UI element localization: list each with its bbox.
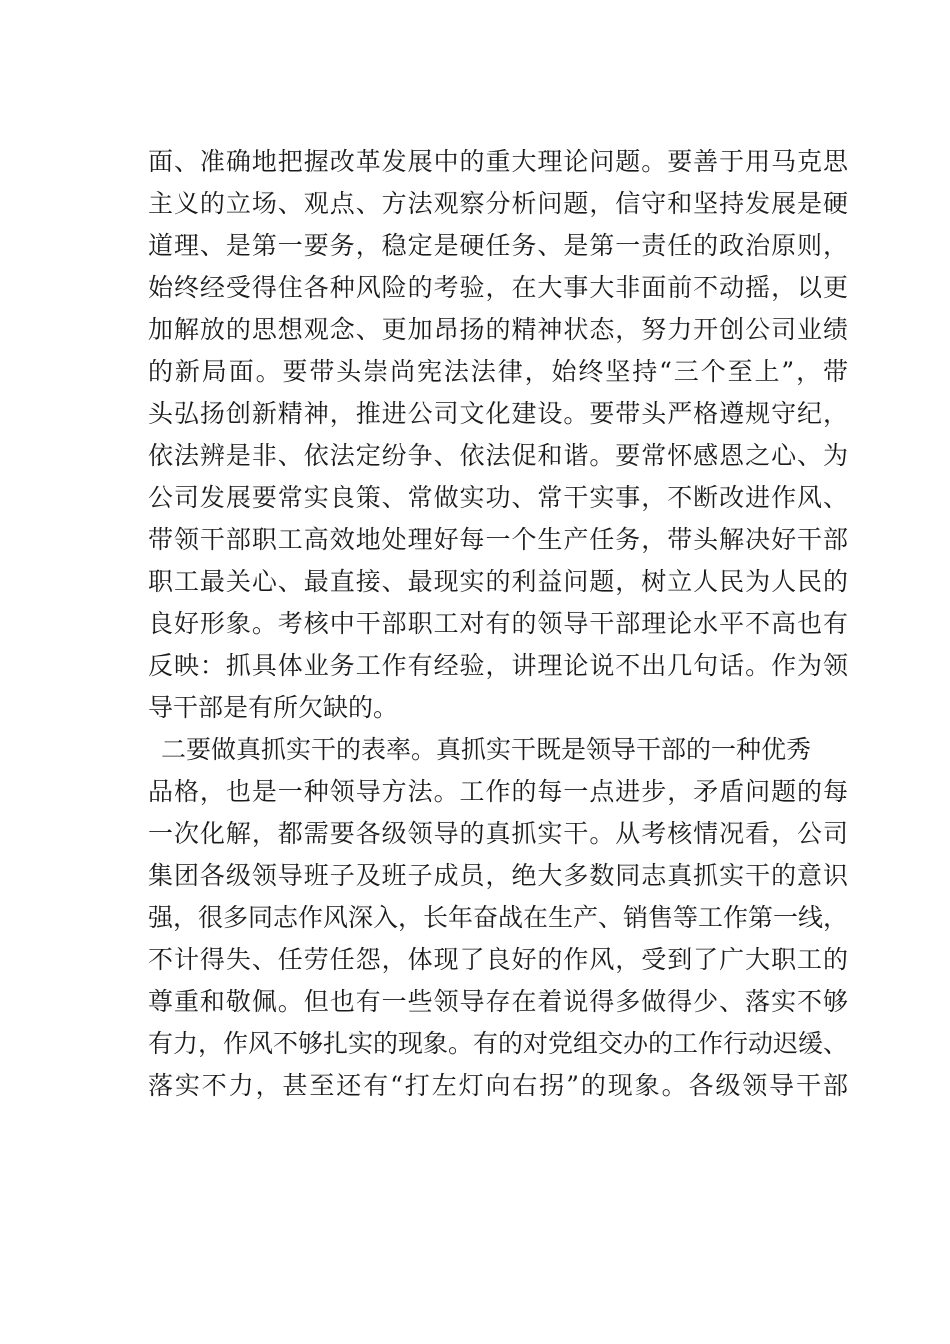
text-line-first: 二要做真抓实干的表率。真抓实干既是领导干部的一种优秀 bbox=[161, 735, 812, 764]
text-line: 依法辨是非、依法定纷争、依法促和谐。要常怀感恩之心、为 bbox=[148, 441, 848, 470]
text-line: 头弘扬创新精神，推进公司文化建设。要带头严格遵规守纪， bbox=[148, 399, 848, 428]
text-line: 加解放的思想观念、更加昂扬的精神状态，努力开创公司业绩 bbox=[148, 315, 848, 344]
text-line: 强，很多同志作风深入，长年奋战在生产、销售等工作第一线， bbox=[148, 903, 849, 932]
text-line: 集团各级领导班子及班子成员，绝大多数同志真抓实干的意识 bbox=[148, 861, 848, 890]
text-line: 职工最关心、最直接、最现实的利益问题，树立人民为人民的 bbox=[148, 567, 848, 596]
text-line: 落实不力，甚至还有“打左灯向右拐”的现象。各级领导干部 bbox=[148, 1071, 848, 1100]
text-line: 的新局面。要带头崇尚宪法法律，始终坚持“三个至上”，带 bbox=[148, 357, 848, 386]
text-line: 不计得失、任劳任怨，体现了良好的作风，受到了广大职工的 bbox=[148, 945, 848, 974]
text-line: 品格，也是一种领导方法。工作的每一点进步，矛盾问题的每 bbox=[148, 777, 848, 806]
text-line: 道理、是第一要务，稳定是硬任务、是第一责任的政治原则， bbox=[148, 231, 848, 260]
paragraph-2 bbox=[148, 729, 848, 1107]
text-line: 始终经受得住各种风险的考验，在大事大非面前不动摇，以更 bbox=[148, 273, 848, 302]
text-line: 良好形象。考核中干部职工对有的领导干部理论水平不高也有 bbox=[148, 609, 848, 638]
text-line: 面、准确地把握改革发展中的重大理论问题。要善于用马克思 bbox=[148, 147, 848, 176]
text-line: 公司发展要常实良策、常做实功、常干实事，不断改进作风、 bbox=[148, 483, 848, 512]
text-line: 主义的立场、观点、方法观察分析问题，信守和坚持发展是硬 bbox=[148, 189, 848, 218]
text-line: 反映：抓具体业务工作有经验，讲理论说不出几句话。作为领 bbox=[148, 651, 848, 680]
text-line: 有力，作风不够扎实的现象。有的对党组交办的工作行动迟缓、 bbox=[148, 1029, 849, 1058]
text-line: 尊重和敬佩。但也有一些领导存在着说得多做得少、落实不够 bbox=[148, 987, 848, 1016]
body-text bbox=[148, 141, 848, 1107]
text-line-last: 导干部是有所欠缺的。 bbox=[148, 693, 399, 722]
paragraph-1 bbox=[148, 141, 848, 729]
text-line: 带领干部职工高效地处理好每一个生产任务，带头解决好干部 bbox=[148, 525, 848, 554]
text-line: 一次化解，都需要各级领导的真抓实干。从考核情况看，公司 bbox=[148, 819, 848, 848]
